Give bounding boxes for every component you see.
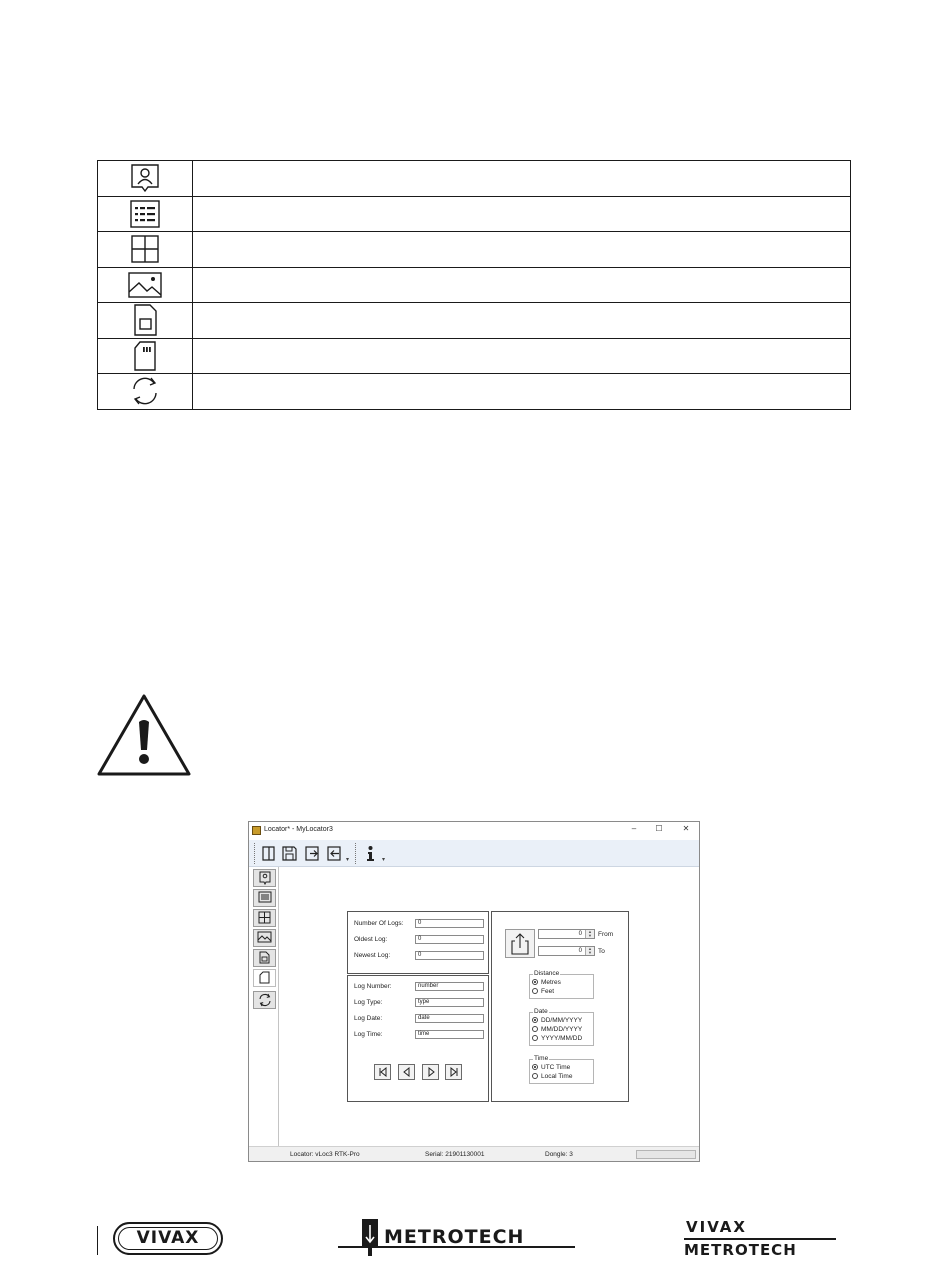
icon-cell — [98, 338, 193, 374]
metrotech-mark-icon — [360, 1217, 380, 1257]
file-icon — [259, 951, 270, 964]
toolbar-dropdown-icon[interactable]: ▾ — [346, 857, 350, 863]
export-settings-panel — [491, 911, 629, 1102]
radio-selected-icon — [532, 979, 538, 985]
log-number-field[interactable]: number — [415, 982, 484, 991]
table-row — [98, 161, 851, 197]
distance-group-title: Distance — [534, 970, 560, 977]
newest-log-label: Newest Log: — [354, 952, 391, 959]
number-of-logs-label: Number Of Logs: — [354, 920, 404, 927]
table-row — [98, 338, 851, 374]
to-label: To — [598, 948, 605, 955]
table-row — [98, 267, 851, 303]
log-type-label: Log Type: — [354, 999, 383, 1006]
skip-first-icon — [378, 1067, 388, 1077]
main-canvas — [280, 867, 699, 1146]
date-option-yyyy-mm-dd[interactable]: YYYY/MM/DD — [532, 1035, 582, 1042]
image-icon — [128, 270, 162, 300]
date-option-mm-dd-yyyy[interactable]: MM/DD/YYYY — [532, 1026, 582, 1033]
log-time-label: Log Time: — [354, 1031, 383, 1038]
log-number-label: Log Number: — [354, 983, 392, 990]
icon-cell — [98, 196, 193, 232]
footer-divider — [97, 1226, 98, 1255]
status-bar — [249, 1146, 699, 1161]
radio-icon — [532, 1073, 538, 1079]
sidebar-button-profile[interactable] — [253, 869, 276, 887]
metrotech-logo — [338, 1217, 575, 1257]
user-profile-icon — [259, 871, 271, 885]
icon-description — [192, 338, 850, 374]
icon-cell — [98, 303, 193, 339]
radio-selected-icon — [532, 1064, 538, 1070]
table-row — [98, 232, 851, 268]
user-profile-icon — [129, 163, 161, 193]
time-option-utc[interactable]: UTC Time — [532, 1064, 570, 1071]
radio-icon — [532, 988, 538, 994]
table-row — [98, 303, 851, 339]
to-value: 0 — [578, 948, 582, 954]
newest-log-field[interactable]: 0 — [415, 951, 484, 960]
icon-cell — [98, 232, 193, 268]
icon-description — [192, 232, 850, 268]
radio-selected-icon — [532, 1017, 538, 1023]
window-title: Locator* - MyLocator3 — [264, 826, 333, 833]
skip-last-icon — [449, 1067, 459, 1077]
icon-description — [192, 196, 850, 232]
list-view-icon — [129, 199, 161, 229]
vivax-logo-text: VIVAX — [118, 1227, 218, 1250]
icon-description — [192, 374, 850, 410]
oldest-log-field[interactable]: 0 — [415, 935, 484, 944]
vivax-metrotech-logo — [684, 1218, 836, 1258]
grid-icon — [129, 234, 161, 264]
import-icon[interactable] — [326, 845, 343, 862]
log-time-field[interactable]: time — [415, 1030, 484, 1039]
next-log-button[interactable] — [422, 1064, 439, 1080]
table-row — [98, 196, 851, 232]
table-row — [98, 374, 851, 410]
status-dongle: Dongle: 3 — [545, 1151, 573, 1158]
from-label: From — [598, 931, 614, 938]
toolbar — [249, 840, 699, 867]
sync-icon — [258, 993, 272, 1007]
title-bar — [249, 822, 699, 840]
time-option-local[interactable]: Local Time — [532, 1073, 572, 1080]
combined-logo-bottom-text: METROTECH — [684, 1241, 797, 1259]
close-button[interactable]: ✕ — [682, 824, 690, 833]
minimize-button[interactable]: – — [631, 824, 637, 833]
distance-option-metres[interactable]: Metres — [532, 979, 561, 986]
log-date-label: Log Date: — [354, 1015, 383, 1022]
sd-card-icon — [129, 340, 161, 372]
from-spinner[interactable] — [538, 929, 595, 939]
save-icon[interactable] — [281, 845, 298, 862]
sidebar-button-sd-card[interactable] — [253, 969, 276, 987]
sidebar-button-file[interactable] — [253, 949, 276, 967]
sd-card-icon — [259, 971, 270, 984]
time-format-group — [529, 1055, 594, 1084]
previous-log-button[interactable] — [398, 1064, 415, 1080]
previous-icon — [402, 1067, 412, 1077]
sidebar-button-grid[interactable] — [253, 909, 276, 927]
icon-description — [192, 267, 850, 303]
sidebar-button-list[interactable] — [253, 889, 276, 907]
sync-icon — [129, 375, 161, 407]
combined-logo-rule — [684, 1238, 836, 1240]
first-log-button[interactable] — [374, 1064, 391, 1080]
status-locator: Locator: vLoc3 RTK-Pro — [290, 1151, 360, 1158]
date-option-dd-mm-yyyy[interactable]: DD/MM/YYYY — [532, 1017, 582, 1024]
warning-triangle-icon — [96, 692, 192, 778]
log-summary-panel — [347, 911, 489, 974]
log-detail-panel — [347, 975, 489, 1102]
maximize-button[interactable]: ☐ — [655, 824, 663, 833]
export-icon[interactable] — [304, 845, 321, 862]
last-log-button[interactable] — [445, 1064, 462, 1080]
sidebar — [249, 867, 279, 1146]
sidebar-button-image[interactable] — [253, 929, 276, 947]
combined-logo-top-text: VIVAX — [686, 1218, 747, 1236]
locator-app-window — [248, 821, 700, 1162]
radio-icon — [532, 1035, 538, 1041]
file-icon — [129, 304, 161, 336]
date-format-group — [529, 1008, 594, 1046]
distance-option-feet[interactable]: Feet — [532, 988, 554, 995]
share-export-icon — [507, 931, 533, 957]
metrotech-logo-text: METROTECH — [384, 1226, 525, 1248]
distance-group — [529, 970, 594, 999]
log-type-field[interactable]: type — [415, 998, 484, 1007]
icon-legend-table — [97, 160, 851, 410]
status-serial: Serial: 21901130001 — [425, 1151, 485, 1158]
spinner-arrows-icon[interactable]: ▲ ▼ — [585, 930, 594, 938]
vivax-logo — [113, 1222, 223, 1255]
status-progress-bar — [636, 1150, 696, 1159]
image-icon — [257, 931, 272, 943]
icon-cell — [98, 267, 193, 303]
sidebar-button-sync[interactable] — [253, 991, 276, 1009]
open-book-icon[interactable] — [260, 845, 277, 862]
list-view-icon — [258, 891, 272, 903]
icon-cell — [98, 161, 193, 197]
radio-icon — [532, 1026, 538, 1032]
export-button[interactable] — [505, 929, 535, 958]
icon-description — [192, 161, 850, 197]
oldest-log-label: Oldest Log: — [354, 936, 388, 943]
log-date-field[interactable]: date — [415, 1014, 484, 1023]
icon-cell — [98, 374, 193, 410]
toolbar-separator — [254, 843, 255, 864]
to-spinner[interactable] — [538, 946, 595, 956]
from-value: 0 — [578, 931, 582, 937]
toolbar-separator — [355, 843, 356, 864]
number-of-logs-field[interactable]: 0 — [415, 919, 484, 928]
icon-description — [192, 303, 850, 339]
spinner-arrows-icon[interactable]: ▲ ▼ — [585, 947, 594, 955]
next-icon — [426, 1067, 436, 1077]
grid-icon — [258, 911, 271, 924]
toolbar-dropdown-icon[interactable]: ▾ — [382, 857, 386, 863]
info-icon[interactable] — [362, 845, 379, 862]
app-icon — [252, 826, 261, 835]
time-group-title: Time — [534, 1055, 549, 1062]
date-group-title: Date — [534, 1008, 548, 1015]
